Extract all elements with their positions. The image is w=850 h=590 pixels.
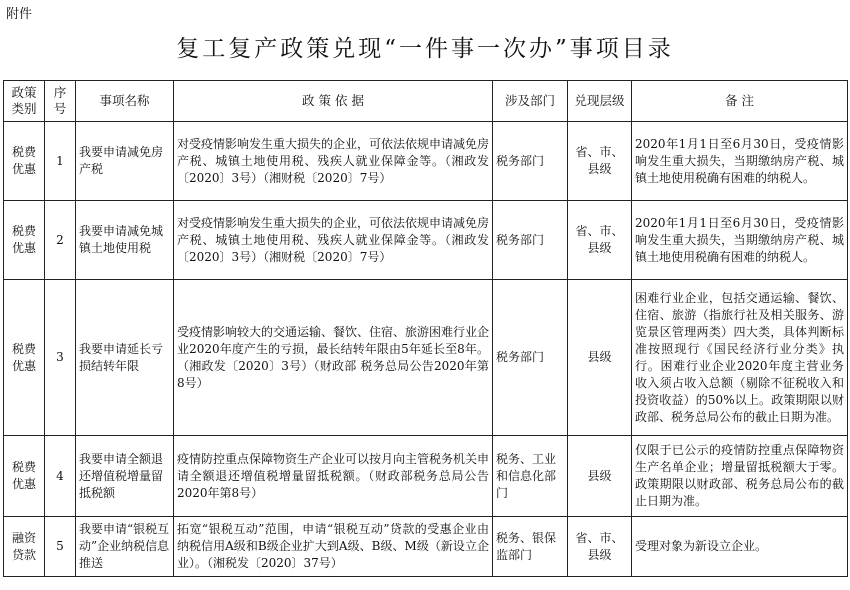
cell-category: 税费优惠 xyxy=(4,201,45,280)
cell-level: 县级 xyxy=(568,436,632,517)
cell-no: 4 xyxy=(45,436,76,517)
cell-note: 困难行业企业，包括交通运输、餐饮、住宿、旅游（指旅行社及相关服务、游览景区管理两类）四大类，具体判断标准按照现行《国民经济行业分类》执行。困难行业企业2020年度主营业务收入须占收入总额（剔除不征税收入和投资收益）的50%以上。政策期限以财政部、税务总局公布的截止日期为准。 xyxy=(632,280,848,436)
cell-policy: 对受疫情影响发生重大损失的企业，可依法依规申请减免房产税、城镇土地使用税、残疾人就业保障金等。（湘政发〔2020〕3号）（湘财税〔2020〕7号） xyxy=(174,122,493,201)
cell-level: 省、市、县级 xyxy=(568,201,632,280)
cell-no: 3 xyxy=(45,280,76,436)
cell-name: 我要申请减免房产税 xyxy=(76,122,174,201)
cell-dept: 税务、工业和信息化部门 xyxy=(493,436,568,517)
cell-dept: 税务部门 xyxy=(493,122,568,201)
cell-no: 1 xyxy=(45,122,76,201)
cell-policy: 受疫情影响较大的交通运输、餐饮、住宿、旅游困难行业企业2020年度产生的亏损，最长结转年限由5年延长至8年。（湘政发〔2020〕3号）（财政部 税务总局公告2020年第8号） xyxy=(174,280,493,436)
cell-note: 仅限于已公示的疫情防控重点保障物资生产名单企业；增量留抵税额大于零。政策期限以财政部、税务总局公布的截止日期为准。 xyxy=(632,436,848,517)
col-header-dept: 涉及部门 xyxy=(493,81,568,122)
table-row xyxy=(4,201,848,280)
table-row xyxy=(4,280,848,436)
cell-name: 我要申请全额退还增值税增量留抵税额 xyxy=(76,436,174,517)
col-header-policy: 政 策 依 据 xyxy=(174,81,493,122)
page-title: 复工复产政策兑现“一件事一次办”事项目录 xyxy=(176,36,674,62)
cell-category: 税费优惠 xyxy=(4,436,45,517)
cell-level: 省、市、县级 xyxy=(568,122,632,201)
cell-note: 受理对象为新设立企业。 xyxy=(632,517,848,577)
cell-policy: 疫情防控重点保障物资生产企业可以按月向主管税务机关申请全额退还增值税增量留抵税额。（财政部税务总局公告2020年第8号） xyxy=(174,436,493,517)
cell-no: 5 xyxy=(45,517,76,577)
cell-note: 2020年1月1日至6月30日，受疫情影响发生重大损失，当期缴纳房产税、城镇土地使用税确有困难的纳税人。 xyxy=(632,122,848,201)
cell-name: 我要申请延长亏损结转年限 xyxy=(76,280,174,436)
cell-category: 税费优惠 xyxy=(4,122,45,201)
table-row xyxy=(4,122,848,201)
table-row xyxy=(4,436,848,517)
col-header-note: 备 注 xyxy=(632,81,848,122)
cell-dept: 税务部门 xyxy=(493,280,568,436)
cell-category: 税费优惠 xyxy=(4,280,45,436)
cell-level: 县级 xyxy=(568,280,632,436)
attachment-label: 附件 xyxy=(6,7,33,22)
table-header-row xyxy=(4,81,848,122)
col-header-name: 事项名称 xyxy=(76,81,174,122)
cell-level: 省、市、县级 xyxy=(568,517,632,577)
table-row xyxy=(4,517,848,577)
cell-name: 我要申请“银税互动”企业纳税信息推送 xyxy=(76,517,174,577)
cell-policy: 拓宽“银税互动”范围，申请“银税互动”贷款的受惠企业由纳税信用A级和B级企业扩大到A级、B级、M级（新设立企业）。（湘税发〔2020〕37号） xyxy=(174,517,493,577)
cell-category: 融资贷款 xyxy=(4,517,45,577)
col-header-no: 序号 xyxy=(45,81,76,122)
cell-dept: 税务部门 xyxy=(493,201,568,280)
cell-note: 2020年1月1日至6月30日，受疫情影响发生重大损失，当期缴纳房产税、城镇土地使用税确有困难的纳税人。 xyxy=(632,201,848,280)
col-header-level: 兑现层级 xyxy=(568,81,632,122)
cell-policy: 对受疫情影响发生重大损失的企业，可依法依规申请减免房产税、城镇土地使用税、残疾人就业保障金等。（湘政发〔2020〕3号）（湘财税〔2020〕7号） xyxy=(174,201,493,280)
col-header-category: 政策类别 xyxy=(4,81,45,122)
cell-dept: 税务、银保监部门 xyxy=(493,517,568,577)
cell-no: 2 xyxy=(45,201,76,280)
policy-table xyxy=(3,80,848,577)
cell-name: 我要申请减免城镇土地使用税 xyxy=(76,201,174,280)
